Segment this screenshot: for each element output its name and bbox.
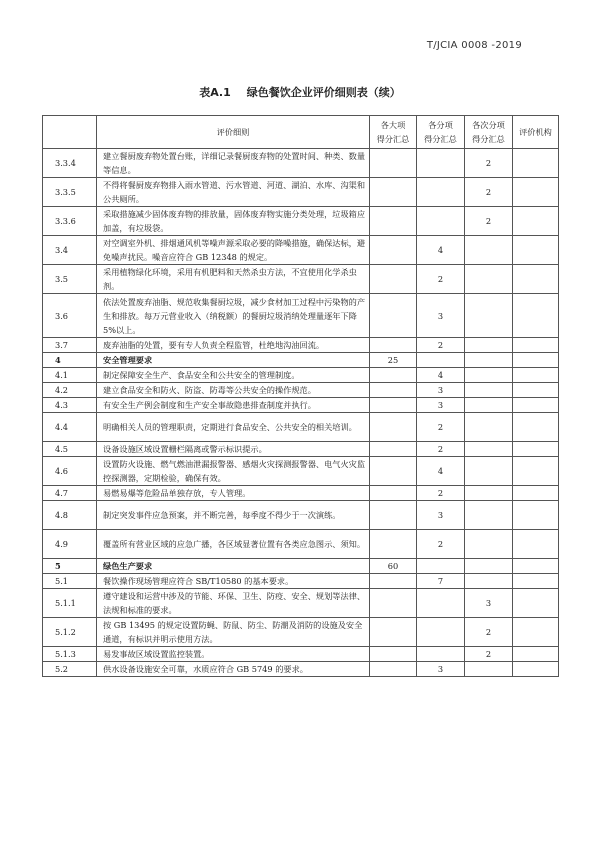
row-code: 4.6 — [43, 457, 97, 486]
row-agency — [513, 178, 559, 207]
row-detail: 遵守建设和运营中涉及的节能、环保、卫生、防疫、安全、规划等法律、法规和标准的要求。 — [97, 589, 370, 618]
row-major-score — [370, 574, 417, 589]
row-minor-score — [465, 236, 513, 265]
row-major-score — [370, 265, 417, 294]
row-detail: 制定保障安全生产、食品安全和公共安全的管理制度。 — [97, 368, 370, 383]
row-minor-score: 2 — [465, 149, 513, 178]
row-major-score — [370, 383, 417, 398]
table-row — [43, 501, 559, 530]
table-row — [43, 265, 559, 294]
row-code: 3.3.6 — [43, 207, 97, 236]
row-major-score — [370, 501, 417, 530]
row-major-score: 60 — [370, 559, 417, 574]
row-sub-score — [417, 559, 465, 574]
row-sub-score: 4 — [417, 368, 465, 383]
row-code: 4.7 — [43, 486, 97, 501]
row-detail: 设置防火设施、燃气燃油泄漏报警器、感烟火灾探测报警器、电气火灾监控探测器，定期检验，确保有效。 — [97, 457, 370, 486]
row-sub-score: 7 — [417, 574, 465, 589]
row-agency — [513, 662, 559, 677]
row-minor-score — [465, 383, 513, 398]
table-header-row — [43, 116, 559, 149]
row-detail: 采取措施减少固体废弃物的排放量，固体废弃物实施分类处理，垃圾箱应加盖，有垃圾袋。 — [97, 207, 370, 236]
row-code: 4.4 — [43, 413, 97, 442]
row-agency — [513, 618, 559, 647]
row-agency — [513, 530, 559, 559]
header-sub: 各分项 得分汇总 — [417, 116, 465, 149]
row-code: 5.1 — [43, 574, 97, 589]
row-agency — [513, 574, 559, 589]
row-agency — [513, 457, 559, 486]
row-detail: 餐饮操作现场管理应符合 SB/T10580 的基本要求。 — [97, 574, 370, 589]
row-sub-score: 4 — [417, 236, 465, 265]
table-section-row — [43, 559, 559, 574]
row-major-score — [370, 178, 417, 207]
row-agency — [513, 589, 559, 618]
table-row — [43, 383, 559, 398]
row-major-score — [370, 294, 417, 338]
row-minor-score: 2 — [465, 178, 513, 207]
header-code — [43, 116, 97, 149]
row-major-score — [370, 662, 417, 677]
row-detail: 废弃油脂的处置，要有专人负责全程监管，杜绝地沟油回流。 — [97, 338, 370, 353]
row-major-score — [370, 457, 417, 486]
row-code: 4.9 — [43, 530, 97, 559]
row-minor-score — [465, 294, 513, 338]
row-major-score — [370, 413, 417, 442]
row-detail: 明确相关人员的管理职责，定期进行食品安全、公共安全的相关培训。 — [97, 413, 370, 442]
row-minor-score — [465, 353, 513, 368]
row-sub-score — [417, 618, 465, 647]
row-sub-score — [417, 353, 465, 368]
row-detail: 覆盖所有营业区域的应急广播，各区域显著位置有各类应急图示、须知。 — [97, 530, 370, 559]
row-code: 5 — [43, 559, 97, 574]
table-row — [43, 457, 559, 486]
row-code: 3.7 — [43, 338, 97, 353]
evaluation-table — [42, 115, 559, 677]
row-minor-score — [465, 368, 513, 383]
row-detail: 制定突发事件应急预案，并不断完善，每季度不得少于一次演练。 — [97, 501, 370, 530]
row-minor-score: 3 — [465, 589, 513, 618]
row-detail: 安全管理要求 — [97, 353, 370, 368]
row-major-score — [370, 398, 417, 413]
header-agency: 评价机构 — [513, 116, 559, 149]
row-minor-score — [465, 338, 513, 353]
row-detail: 依法处置废弃油脂、规范收集餐厨垃圾，减少食材加工过程中污染物的产生和排放。每万元营业收入（纳税额）的餐厨垃圾消纳处理量逐年下降 5%以上。 — [97, 294, 370, 338]
row-agency — [513, 501, 559, 530]
row-agency — [513, 149, 559, 178]
row-agency — [513, 368, 559, 383]
row-sub-score: 2 — [417, 486, 465, 501]
row-detail: 易燃易爆等危险品单独存放，专人管理。 — [97, 486, 370, 501]
row-detail: 建立食品安全和防火、防盗、防毒等公共安全的操作规范。 — [97, 383, 370, 398]
table-row — [43, 530, 559, 559]
row-code: 4.3 — [43, 398, 97, 413]
row-agency — [513, 207, 559, 236]
table-number: 表A.1 — [199, 86, 231, 99]
row-code: 3.6 — [43, 294, 97, 338]
header-minor: 各次分项 得分汇总 — [465, 116, 513, 149]
row-major-score — [370, 486, 417, 501]
row-agency — [513, 442, 559, 457]
table-section-row — [43, 353, 559, 368]
row-minor-score — [465, 662, 513, 677]
row-minor-score — [465, 398, 513, 413]
row-agency — [513, 383, 559, 398]
row-code: 4.8 — [43, 501, 97, 530]
row-minor-score — [465, 486, 513, 501]
row-sub-score: 2 — [417, 338, 465, 353]
row-sub-score: 2 — [417, 265, 465, 294]
row-sub-score: 3 — [417, 294, 465, 338]
row-detail: 供水设备设施安全可靠，水质应符合 GB 5749 的要求。 — [97, 662, 370, 677]
table-row — [43, 647, 559, 662]
row-code: 4.5 — [43, 442, 97, 457]
table-row — [43, 178, 559, 207]
row-sub-score — [417, 149, 465, 178]
row-detail: 绿色生产要求 — [97, 559, 370, 574]
row-agency — [513, 398, 559, 413]
row-detail: 易发事故区域设置监控装置。 — [97, 647, 370, 662]
row-code: 5.1.2 — [43, 618, 97, 647]
row-sub-score — [417, 207, 465, 236]
header-major: 各大项 得分汇总 — [370, 116, 417, 149]
row-agency — [513, 265, 559, 294]
row-minor-score: 2 — [465, 618, 513, 647]
row-agency — [513, 559, 559, 574]
row-sub-score: 2 — [417, 442, 465, 457]
row-detail: 采用植物绿化环境，采用有机肥料和天然杀虫方法，不宜使用化学杀虫剂。 — [97, 265, 370, 294]
row-sub-score: 2 — [417, 530, 465, 559]
table-row — [43, 413, 559, 442]
row-detail: 不得将餐厨废弃物排入雨水管道、污水管道、河道、湖泊、水库、沟渠和公共厕所。 — [97, 178, 370, 207]
table-row — [43, 574, 559, 589]
row-sub-score: 3 — [417, 501, 465, 530]
table-row — [43, 294, 559, 338]
table-row — [43, 207, 559, 236]
row-code: 3.4 — [43, 236, 97, 265]
row-minor-score — [465, 559, 513, 574]
row-major-score — [370, 442, 417, 457]
row-agency — [513, 338, 559, 353]
row-code: 5.1.1 — [43, 589, 97, 618]
row-sub-score: 3 — [417, 383, 465, 398]
row-minor-score — [465, 457, 513, 486]
row-major-score — [370, 618, 417, 647]
row-agency — [513, 294, 559, 338]
row-code: 4 — [43, 353, 97, 368]
row-detail: 对空调室外机、排烟通风机等噪声源采取必要的降噪措施，确保达标，避免噪声扰民。噪音应符合 GB 12348 的规定。 — [97, 236, 370, 265]
row-code: 5.2 — [43, 662, 97, 677]
row-agency — [513, 236, 559, 265]
row-code: 4.1 — [43, 368, 97, 383]
row-agency — [513, 353, 559, 368]
row-sub-score: 3 — [417, 662, 465, 677]
row-sub-score — [417, 178, 465, 207]
row-minor-score — [465, 413, 513, 442]
row-code: 5.1.3 — [43, 647, 97, 662]
table-row — [43, 368, 559, 383]
row-major-score — [370, 368, 417, 383]
table-row — [43, 398, 559, 413]
row-minor-score — [465, 265, 513, 294]
row-detail: 有安全生产例会制度和生产安全事故隐患排查制度并执行。 — [97, 398, 370, 413]
row-minor-score — [465, 501, 513, 530]
row-minor-score — [465, 530, 513, 559]
table-title — [0, 84, 600, 100]
row-sub-score: 4 — [417, 457, 465, 486]
document-code: T/JCIA 0008 -2019 — [426, 40, 522, 51]
header-detail: 评价细则 — [97, 116, 370, 149]
row-code: 3.3.5 — [43, 178, 97, 207]
row-agency — [513, 647, 559, 662]
row-major-score — [370, 338, 417, 353]
row-major-score — [370, 589, 417, 618]
table-row — [43, 149, 559, 178]
row-code: 3.5 — [43, 265, 97, 294]
row-code: 4.2 — [43, 383, 97, 398]
table-row — [43, 589, 559, 618]
row-major-score — [370, 207, 417, 236]
row-sub-score — [417, 647, 465, 662]
row-minor-score — [465, 442, 513, 457]
table-row — [43, 662, 559, 677]
row-agency — [513, 486, 559, 501]
table-row — [43, 618, 559, 647]
row-detail: 建立餐厨废弃物处置台账，详细记录餐厨废弃物的处置时间、种类、数量等信息。 — [97, 149, 370, 178]
row-minor-score: 2 — [465, 207, 513, 236]
table-row — [43, 486, 559, 501]
row-sub-score — [417, 589, 465, 618]
table-row — [43, 338, 559, 353]
row-major-score — [370, 530, 417, 559]
row-detail: 设备设施区域设置栅栏隔离或警示标识提示。 — [97, 442, 370, 457]
row-minor-score: 2 — [465, 647, 513, 662]
row-major-score: 25 — [370, 353, 417, 368]
row-agency — [513, 413, 559, 442]
row-detail: 按 GB 13495 的规定设置防蝇、防鼠、防尘、防潮及消防的设施及安全通道，有标识并明示使用方法。 — [97, 618, 370, 647]
row-sub-score: 3 — [417, 398, 465, 413]
row-minor-score — [465, 574, 513, 589]
row-major-score — [370, 647, 417, 662]
table-row — [43, 442, 559, 457]
row-sub-score: 2 — [417, 413, 465, 442]
table-row — [43, 236, 559, 265]
row-major-score — [370, 236, 417, 265]
row-major-score — [370, 149, 417, 178]
table-title-text: 绿色餐饮企业评价细则表（续） — [246, 86, 401, 99]
row-code: 3.3.4 — [43, 149, 97, 178]
